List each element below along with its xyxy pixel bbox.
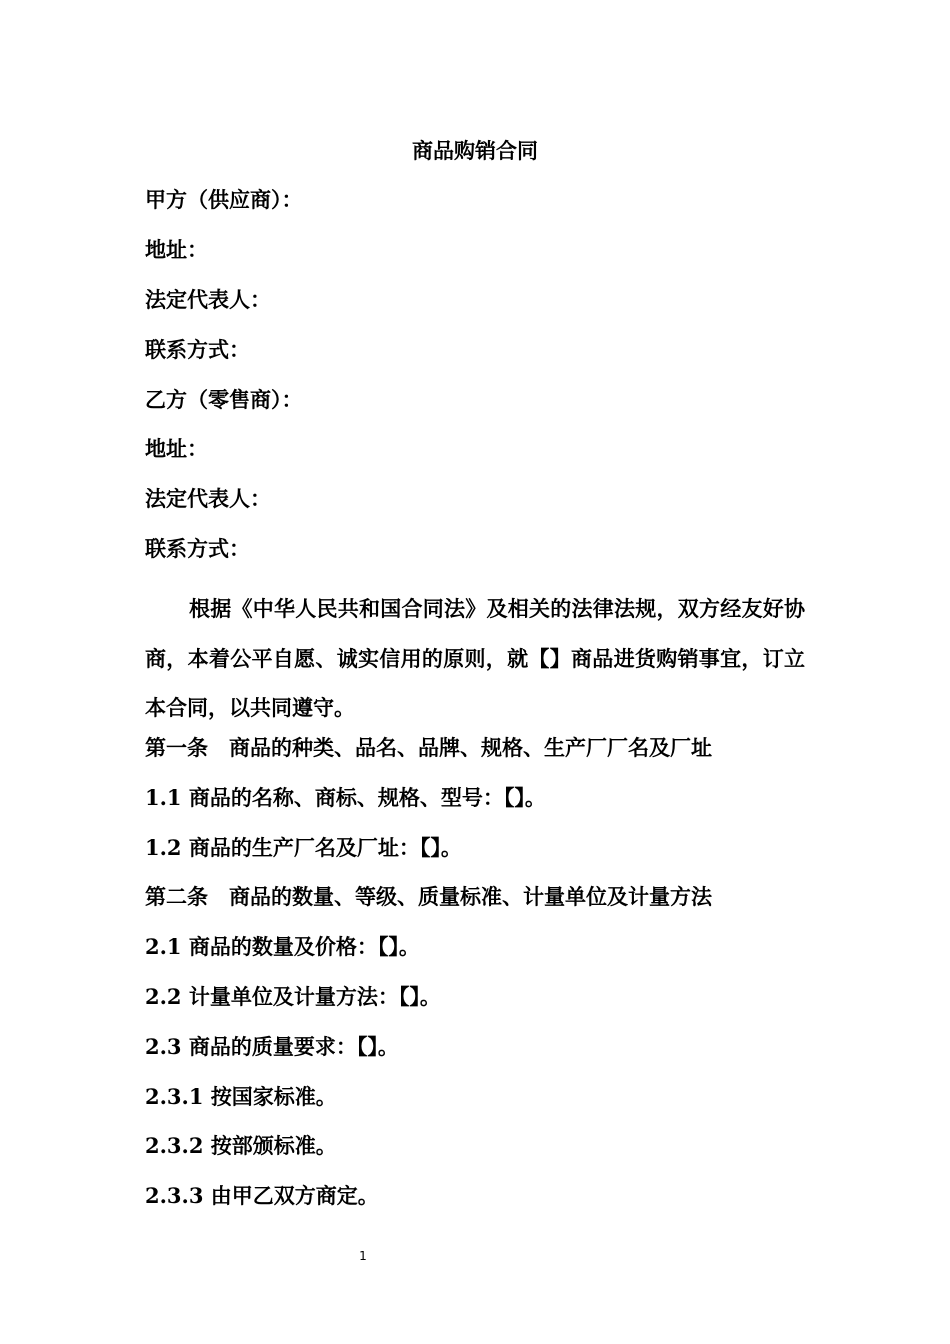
preamble-paragraph: 根据《中华人民共和国合同法》及相关的法律法规，双方经友好协商，本着公平自愿、诚实信用的原则，就【】商品进货购销事宜，订立本合同，以共同遵守。 [145,596,805,721]
party-a-label: 甲方（供应商）： [145,187,303,212]
page-number: 1 [359,1249,367,1263]
party-b-address: 地址： [145,436,208,461]
article-2-heading: 第二条 商品的数量、等级、质量标准、计量单位及计量方法 [145,884,712,909]
clause-2-1: 2.1 商品的数量及价格：【】。 [145,934,420,959]
party-b-label: 乙方（零售商）： [145,387,303,412]
party-a-contact: 联系方式： [145,337,250,362]
article-1-heading: 第一条 商品的种类、品名、品牌、规格、生产厂厂名及厂址 [145,735,712,760]
clause-2-3-3: 2.3.3 由甲乙双方商定。 [145,1183,379,1208]
contract-title: 商品购销合同 [412,138,538,163]
party-b-contact: 联系方式： [145,536,250,561]
clause-2-2: 2.2 计量单位及计量方法：【】。 [145,984,441,1009]
clause-1-1: 1.1 商品的名称、商标、规格、型号：【】。 [145,785,546,810]
clause-2-3: 2.3 商品的质量要求：【】。 [145,1034,399,1059]
clause-2-3-1: 2.3.1 按国家标准。 [145,1084,337,1109]
clause-1-2: 1.2 商品的生产厂名及厂址：【】。 [145,835,462,860]
party-b-representative: 法定代表人： [145,486,271,511]
clause-2-3-2: 2.3.2 按部颁标准。 [145,1133,337,1158]
party-a-address: 地址： [145,237,208,262]
party-a-representative: 法定代表人： [145,287,271,312]
